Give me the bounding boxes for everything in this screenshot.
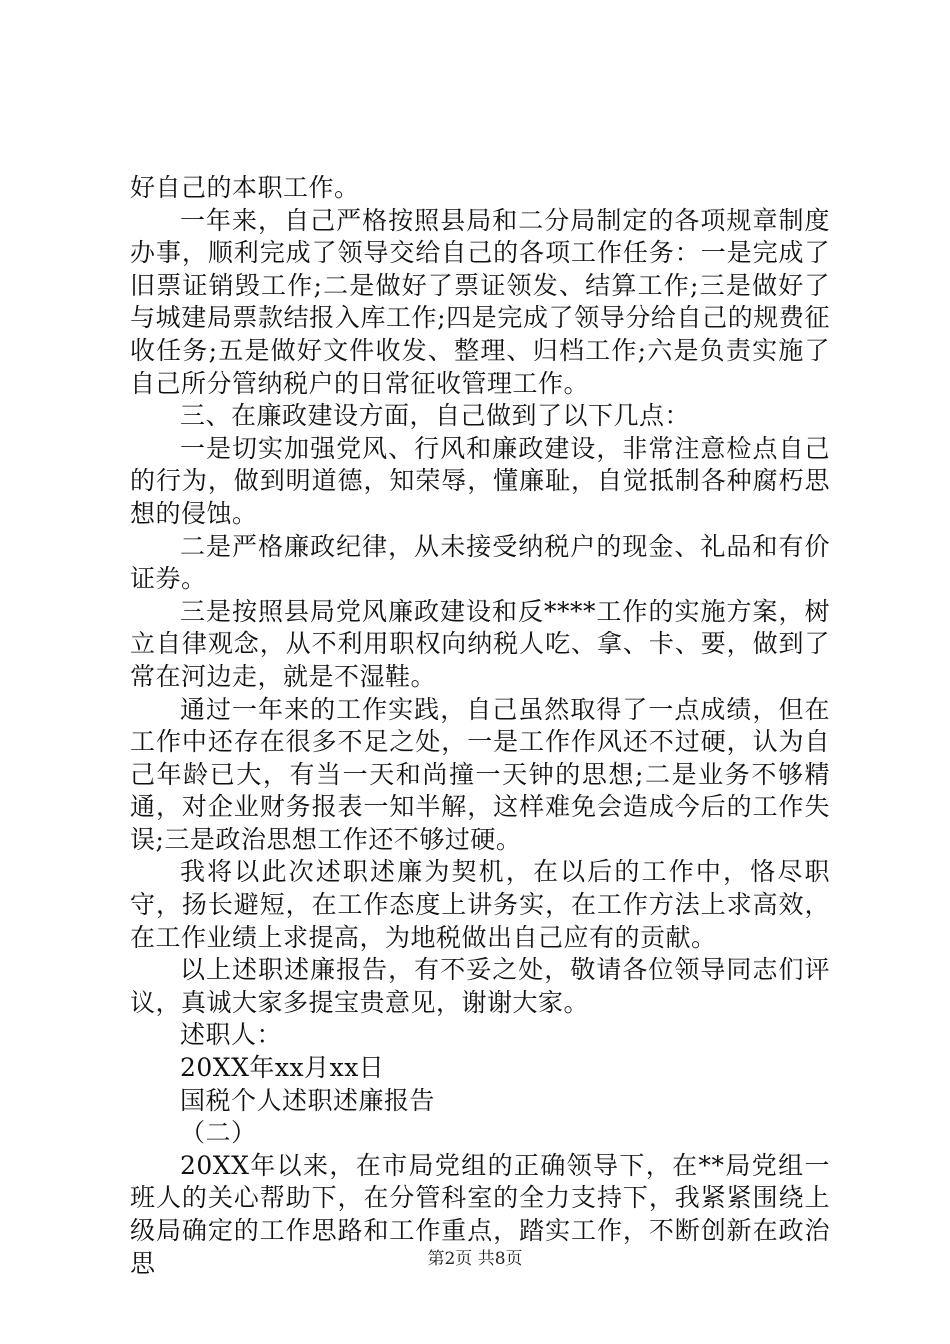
- report-title: 国税个人述职述廉报告: [180, 1085, 436, 1115]
- paragraph-shortcomings: 通过一年来的工作实践，自己虽然取得了一点成绩，但在工作中还存在很多不足之处，一是工作作风还不过硬，认为自己年龄已大，有当一天和尚撞一天钟的思想;二是业务不够精通，对企业财务报表一知半解，这样难免会造成今后的工作失误;三是政治思想工作还不够过硬。: [130, 694, 830, 854]
- paragraph-commitment: 我将以此次述职述廉为契机，在以后的工作中，恪尽职守，扬长避短，在工作态度上讲务实，在工作方法上求高效，在工作业绩上求提高，为地税做出自己应有的贡献。: [130, 857, 830, 952]
- report-part-number: （二）: [180, 1118, 257, 1148]
- paragraph-continuation: 好自己的本职工作。: [130, 173, 360, 202]
- paragraph-integrity-point-2: 二是严格廉政纪律，从未接受纳税户的现金、礼品和有价证券。: [130, 531, 830, 594]
- document-body: [130, 172, 830, 1280]
- signature-label: 述职人：: [180, 1020, 283, 1050]
- section-heading-integrity: 三、在廉政建设方面，自己做到了以下几点：: [180, 401, 691, 431]
- signature-date: 20XX年xx月xx日: [180, 1053, 385, 1083]
- paragraph-closing: 以上述职述廉报告，有不妥之处，敬请各位领导同志们评议，真诚大家多提宝贵意见，谢谢大家。: [130, 955, 830, 1017]
- paragraph-report-intro: 20XX年以来，在市局党组的正确领导下，在**局党组一班人的关心帮助下，在分管科室的全力支持下，我紧紧围绕上级局确定的工作思路和工作重点，踏实工作，不断创新在政治思: [130, 1150, 830, 1278]
- paragraph-integrity-point-1: 一是切实加强党风、行风和廉政建设，非常注意检点自己的行为，做到明道德，知荣辱，懂廉耻，自觉抵制各种腐朽思想的侵蚀。: [130, 433, 830, 528]
- page-footer: 第2页 共8页: [427, 1249, 523, 1269]
- paragraph-integrity-point-3: 三是按照县局党风廉政建设和反****工作的实施方案，树立自律观念，从不利用职权向纳税人吃、拿、卡、要，做到了常在河边走，就是不湿鞋。: [130, 596, 830, 691]
- paragraph-work-summary: 一年来，自己严格按照县局和二分局制定的各项规章制度办事，顺利完成了领导交给自己的各项工作任务：一是完成了旧票证销毁工作;二是做好了票证领发、结算工作;三是做好了与城建局票款结报入库工作;四是完成了领导分给自己的规费征收任务;五是做好文件收发、整理、归档工作;六是负责实施了自己所分管纳税户的日常征收管理工作。: [130, 205, 830, 398]
